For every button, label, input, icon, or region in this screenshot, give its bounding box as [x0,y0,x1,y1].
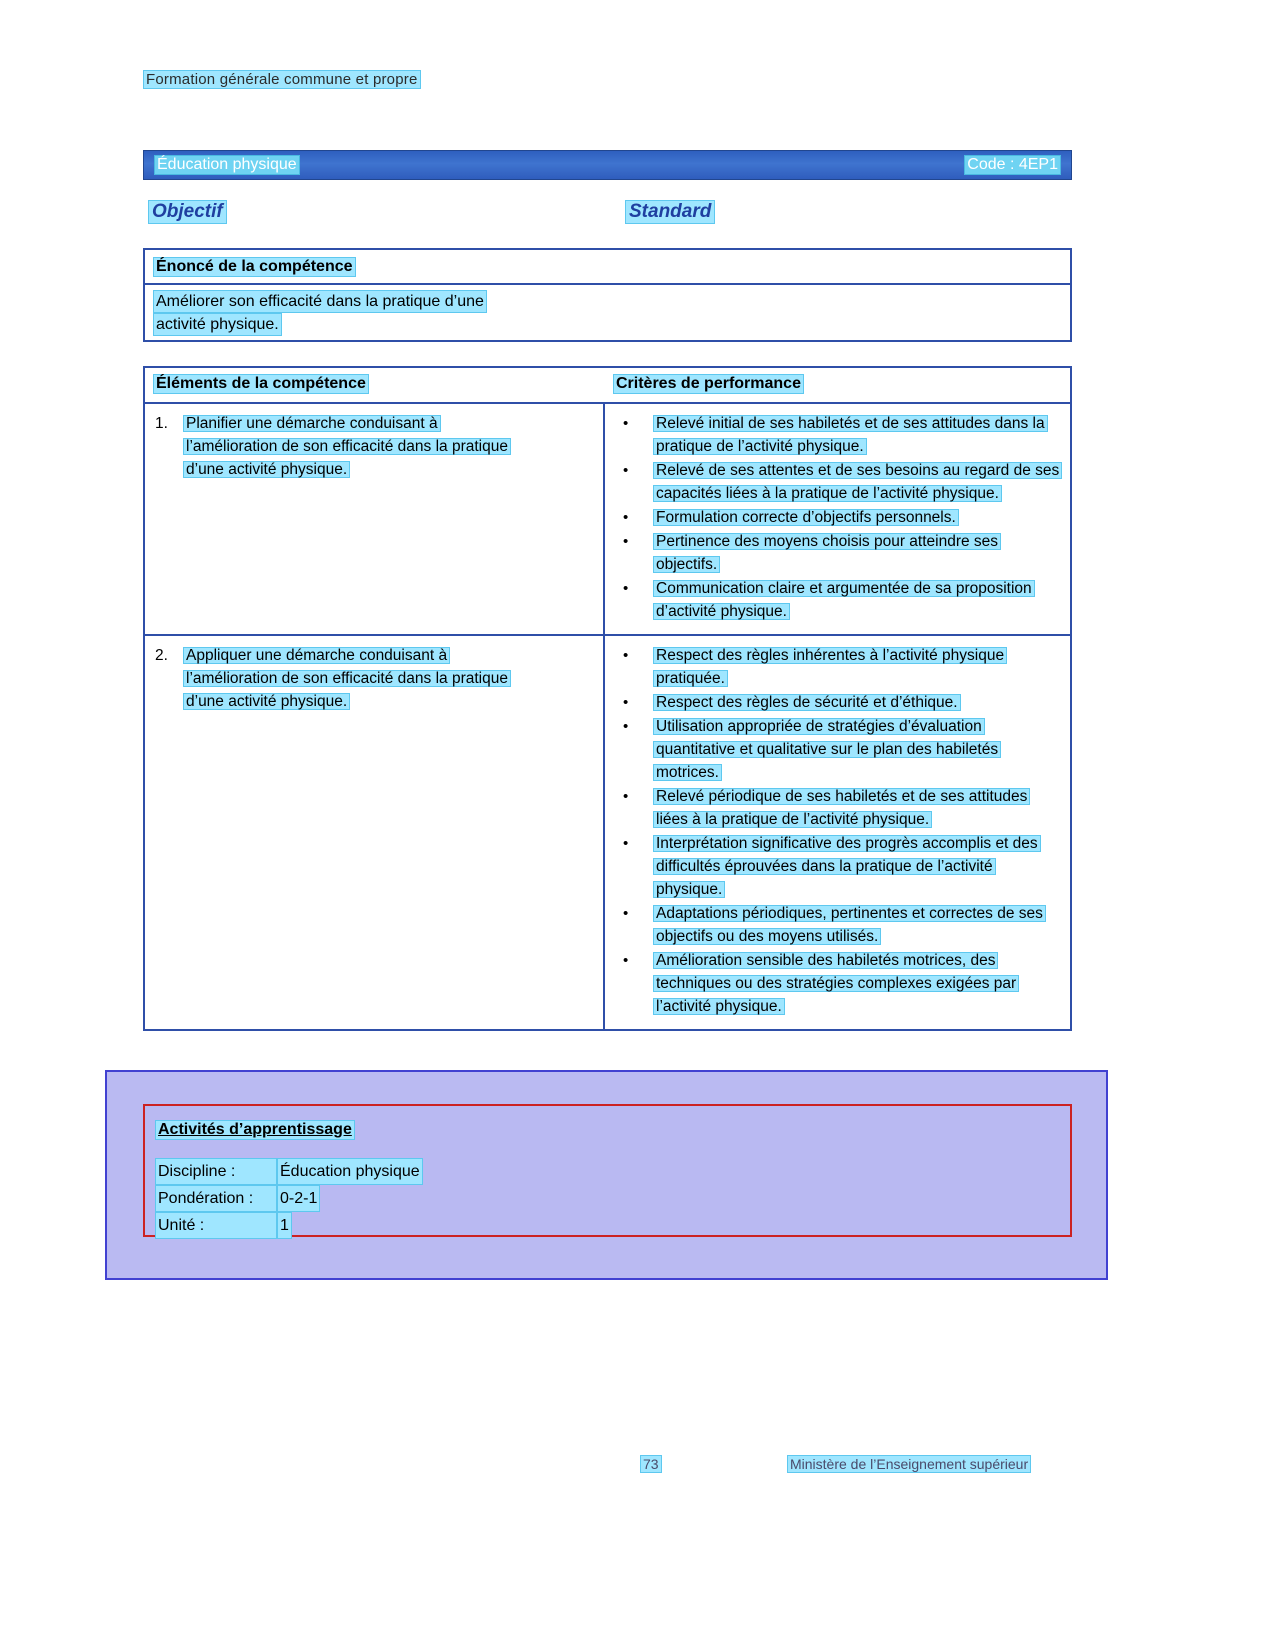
criterion-text: Formulation correcte d’objectifs personnels. [653,509,959,526]
objectif-standard-row [148,200,848,226]
course-name: Éducation physique [154,155,300,175]
list-item [613,644,1062,690]
element-line-2: l’amélioration de son efficacité dans la pratique [183,670,511,687]
unite-value: 1 [277,1212,292,1239]
table-row [145,636,1070,1029]
ponderation-label: Pondération : [155,1185,277,1212]
list-item [613,785,1062,831]
criterion-text: Relevé périodique de ses habiletés et de ses attitudes liées à la pratique de l’activité physique. [653,788,1030,828]
element-number: 1. [155,415,168,432]
standard-label: Standard [625,200,715,224]
enonce-body [153,290,487,336]
criterion-text: Amélioration sensible des habiletés motrices, des techniques ou des stratégies complexes exigées par l’activité physique. [653,952,1019,1015]
table-row [145,404,1070,636]
table-header-criteria: Critères de performance [613,374,804,394]
list-item [613,459,1062,505]
element-cell [145,404,605,634]
activities-box [143,1104,1072,1237]
criterion-text: Utilisation appropriée de stratégies d’évaluation quantitative et qualitative sur le plan des habiletés motrices. [653,718,1001,781]
discipline-row [155,1158,423,1185]
criteria-cell [605,636,1070,1029]
activities-details [155,1158,423,1239]
ministry-label: Ministère de l’Enseignement supérieur [787,1455,1031,1473]
enonce-line-2: activité physique. [153,313,282,336]
list-item [613,412,1062,458]
criterion-text: Respect des règles de sécurité et d’éthique. [653,694,961,711]
list-item [613,949,1062,1018]
criterion-text: Interprétation significative des progrès accomplis et des difficultés éprouvées dans la pratique de l’activité physique. [653,835,1041,898]
element-cell [145,636,605,1029]
course-title-bar [143,150,1072,180]
list-item [613,832,1062,901]
unite-label: Unité : [155,1212,277,1239]
criterion-text: Communication claire et argumentée de sa proposition d’activité physique. [653,580,1035,620]
table-header-elements: Éléments de la compétence [153,374,369,394]
list-item [613,530,1062,576]
discipline-value: Éducation physique [277,1158,423,1185]
criterion-text: Respect des règles inhérentes à l’activité physique pratiquée. [653,647,1007,687]
table-header-row [145,368,1070,404]
list-item [613,577,1062,623]
element-line-3: d’une activité physique. [183,693,350,710]
course-code: Code : 4EP1 [964,155,1061,175]
element-text [153,644,593,713]
element-line-2: l’amélioration de son efficacité dans la pratique [183,438,511,455]
criteria-list [613,412,1062,623]
discipline-label: Discipline : [155,1158,277,1185]
page-number: 73 [640,1455,662,1473]
enonce-line-1: Améliorer son efficacité dans la pratique d’une [153,290,487,313]
objectif-label: Objectif [148,200,227,224]
ponderation-value: 0-2-1 [277,1185,320,1212]
list-item [613,691,1062,714]
criterion-text: Adaptations périodiques, pertinentes et correctes de ses objectifs ou des moyens utilisés. [653,905,1046,945]
criteria-cell [605,404,1070,634]
activities-title: Activités d’apprentissage [155,1120,355,1140]
element-text [153,412,593,481]
enonce-heading: Énoncé de la compétence [153,257,356,277]
unite-row [155,1212,423,1239]
running-head: Formation générale commune et propre [143,70,421,89]
criterion-text: Relevé de ses attentes et de ses besoins au regard de ses capacités liées à la pratique de l’activité physique. [653,462,1062,502]
list-item [613,902,1062,948]
competence-table [143,366,1072,1031]
enonce-header [145,250,1070,285]
element-line-1: Appliquer une démarche conduisant à [183,647,450,664]
list-item [613,506,1062,529]
element-number: 2. [155,647,168,664]
element-line-3: d’une activité physique. [183,461,350,478]
enonce-box [143,248,1072,342]
list-item [613,715,1062,784]
element-line-1: Planifier une démarche conduisant à [183,415,441,432]
criteria-list [613,644,1062,1018]
ponderation-row [155,1185,423,1212]
criterion-text: Relevé initial de ses habiletés et de ses attitudes dans la pratique de l’activité physique. [653,415,1048,455]
criterion-text: Pertinence des moyens choisis pour atteindre ses objectifs. [653,533,1001,573]
